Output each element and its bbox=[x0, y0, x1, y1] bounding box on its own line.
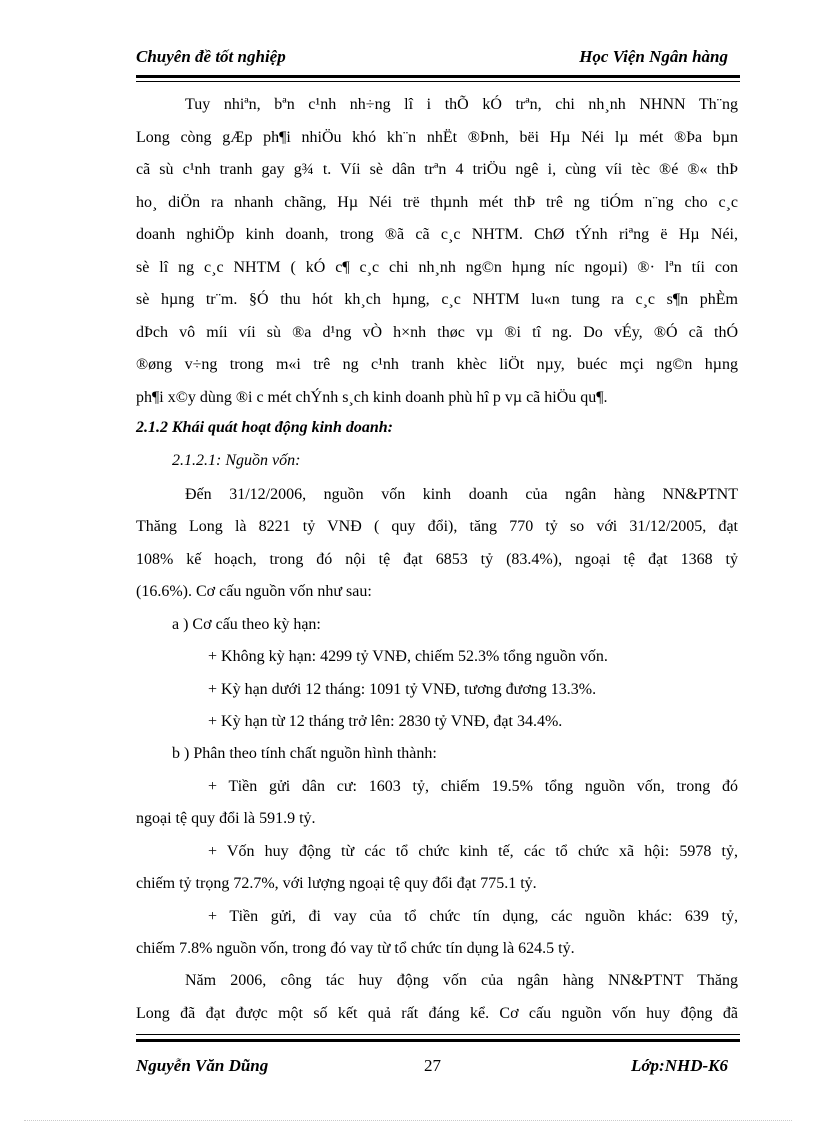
body-line: cã sù c¹nh tranh gay g¾ t. Víi sè dân trªn 4 triÖu ngê i, cùng víi tèc ®é ®« thÞ bbox=[136, 161, 738, 178]
list-item: + Vốn huy động từ các tổ chức kinh tế, các tổ chức xã hội: 5978 tỷ, bbox=[208, 843, 738, 860]
section-heading: 2.1.2 Khái quát hoạt động kinh doanh: bbox=[136, 419, 393, 436]
list-item: + Không kỳ hạn: 4299 tỷ VNĐ, chiếm 52.3% tổng nguồn vốn. bbox=[208, 648, 608, 665]
header-rule-thick bbox=[136, 75, 740, 78]
body-line: dÞch vô míi víi sù ®a d¹ng vÒ h×nh thøc vµ ®i tî ng. Do vÉy, ®Ó cã thÓ bbox=[136, 324, 738, 341]
list-heading-b: b ) Phân theo tính chất nguồn hình thành: bbox=[172, 745, 437, 762]
header-rule-thin bbox=[136, 81, 740, 82]
header-title-right: Học Viện Ngân hàng bbox=[579, 47, 728, 66]
body-line: ®øng v÷ng trong m«i trê ng c¹nh tranh khèc liÖt nµy, buéc mçi ng©n hµng bbox=[136, 356, 738, 373]
subsection-heading: 2.1.2.1: Nguồn vốn: bbox=[172, 452, 301, 469]
body-line: Đến 31/12/2006, nguồn vốn kinh doanh của ngân hàng NN&PTNT bbox=[185, 486, 738, 503]
page-number: 27 bbox=[424, 1056, 441, 1075]
page-bottom-border bbox=[24, 1120, 792, 1121]
footer-rule-thin bbox=[136, 1034, 740, 1035]
body-line: Long còng gÆp ph¶i nhiÖu khó kh¨n nhËt ®Þnh, bëi Hµ Néi lµ mét ®Þa bµn bbox=[136, 129, 738, 146]
body-line: (16.6%). Cơ cấu nguồn vốn như sau: bbox=[136, 583, 372, 600]
list-heading-a: a ) Cơ cấu theo kỳ hạn: bbox=[172, 616, 321, 633]
header-title-left: Chuyên đề tốt nghiệp bbox=[136, 47, 286, 66]
body-line: doanh nghiÖp kinh doanh, trong ®ã cã c¸c NHTM. ChØ tÝnh riªng ë Hµ Néi, bbox=[136, 226, 738, 243]
body-line: Long đã đạt được một số kết quả rất đáng kể. Cơ cấu nguồn vốn huy động đã bbox=[136, 1005, 738, 1022]
body-line: Thăng Long là 8221 tỷ VNĐ ( quy đổi), tăng 770 tỷ so với 31/12/2005, đạt bbox=[136, 518, 738, 535]
body-line: 108% kế hoạch, trong đó nội tệ đạt 6853 tỷ (83.4%), ngoại tệ đạt 1368 tỷ bbox=[136, 551, 738, 568]
list-item: + Kỳ hạn từ 12 tháng trở lên: 2830 tỷ VNĐ, đạt 34.4%. bbox=[208, 713, 563, 730]
body-line: sè lî ng c¸c NHTM ( kÓ c¶ c¸c chi nh¸nh ng©n hµng níc ngoµi) ®· lªn tíi con bbox=[136, 259, 738, 276]
body-line: Tuy nhiªn, bªn c¹nh nh÷ng lî i thÕ kÓ trªn, chi nh¸nh NHNN Th¨ng bbox=[185, 96, 738, 113]
body-line: ngoại tệ quy đổi là 591.9 tỷ. bbox=[136, 810, 316, 827]
body-line: sè hµng tr¨m. §Ó thu hót kh¸ch hµng, c¸c NHTM lu«n tung ra c¸c s¶n phÈm bbox=[136, 291, 738, 308]
list-item: + Tiền gửi dân cư: 1603 tỷ, chiếm 19.5% tổng nguồn vốn, trong đó bbox=[208, 778, 738, 795]
body-line: ho¸ diÖn ra nhanh chãng, Hµ Néi trë thµnh mét thÞ trê ng tiÓm n¨ng cho c¸c bbox=[136, 194, 738, 211]
footer-rule-thick bbox=[136, 1039, 740, 1042]
footer-class-label: Lớp:NHD-K6 bbox=[631, 1056, 728, 1075]
body-line: chiếm tỷ trọng 72.7%, với lượng ngoại tệ quy đổi đạt 775.1 tỷ. bbox=[136, 875, 537, 892]
body-line: chiếm 7.8% nguồn vốn, trong đó vay từ tổ chức tín dụng là 624.5 tỷ. bbox=[136, 940, 575, 957]
list-item: + Tiền gửi, đi vay của tổ chức tín dụng, các nguồn khác: 639 tỷ, bbox=[208, 908, 738, 925]
body-line: ph¶i x©y dùng ®i c mét chÝnh s¸ch kinh doanh phù hî p vµ cã hiÖu qu¶. bbox=[136, 389, 608, 406]
footer-author: Nguyễn Văn Dũng bbox=[136, 1056, 269, 1075]
body-line: Năm 2006, công tác huy động vốn của ngân hàng NN&PTNT Thăng bbox=[185, 972, 738, 989]
list-item: + Kỳ hạn dưới 12 tháng: 1091 tỷ VNĐ, tương đương 13.3%. bbox=[208, 681, 597, 698]
